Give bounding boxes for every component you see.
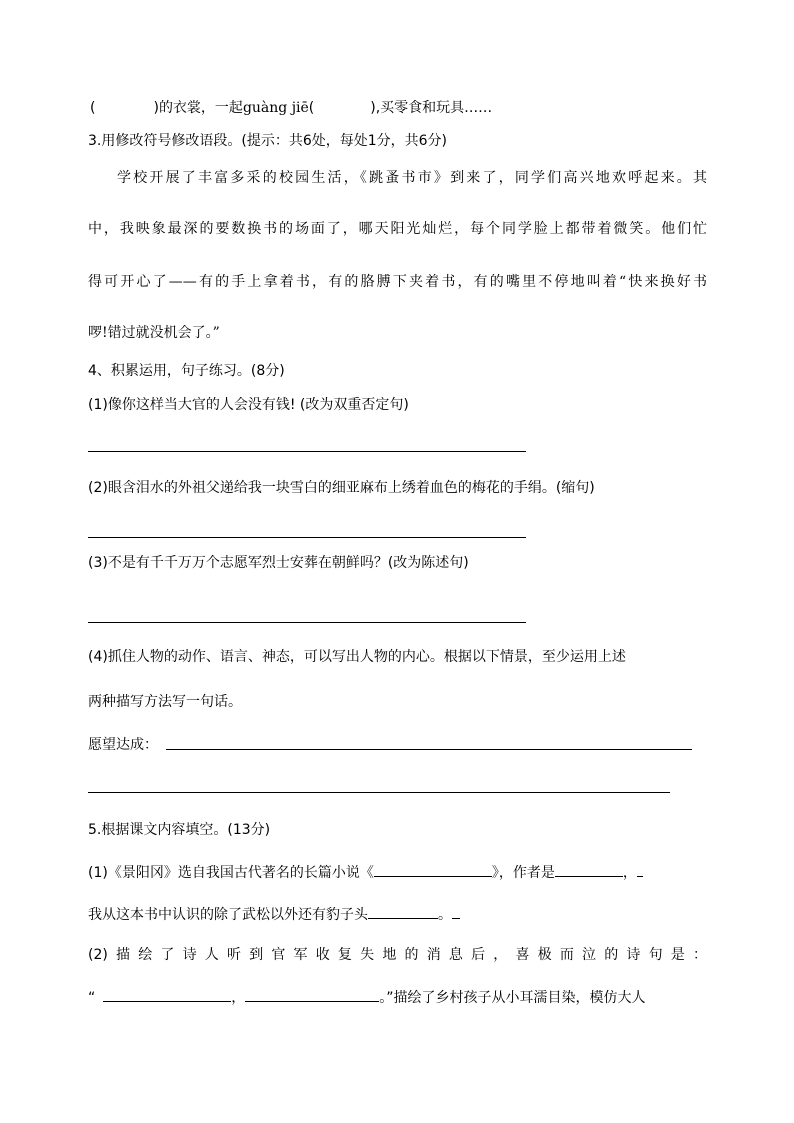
q4-sentence-2: (2)眼含泪水的外祖父递给我一块雪白的细亚麻布上绣着血色的梅花的手绢。(缩句)	[88, 480, 595, 496]
wish-label: 愿望达成：	[88, 737, 158, 753]
open-paren-2: (	[308, 100, 315, 116]
q5-title: 5.根据课文内容填空。(13分)	[88, 822, 271, 838]
open-paren: (	[90, 100, 96, 116]
novel-title-blank[interactable]	[374, 862, 492, 877]
answer-line-3[interactable]	[88, 622, 526, 623]
q5-p1b-text-1: 我从这本书中认识的除了武松以外还有豹子头	[88, 907, 368, 923]
poem-line-blank-1[interactable]	[103, 987, 231, 1002]
answer-line-2[interactable]	[88, 537, 526, 538]
q5-p1b-text-2: 。	[438, 907, 452, 923]
author-blank-tail[interactable]	[637, 862, 643, 877]
q4-sentence-1: (1)像你这样当大官的人会没有钱! (改为双重否定句)	[88, 397, 409, 413]
line1-text2: ,买零食和玩具……	[375, 100, 493, 116]
q4-sentence-4b: 两种描写方法写一句话。	[88, 694, 242, 710]
q4-sentence-4a: (4)抓住人物的动作、语言、神态，可以写出人物的内心。根据以下情景，至少运用上述	[88, 649, 626, 665]
q5-p2-line-a: (2)描绘了诗人听到官军收复失地的消息后，喜极而泣的诗句是：	[88, 947, 707, 963]
q4-sentence-3: (3)不是有千千万万个志愿军烈士安葬在朝鲜吗？(改为陈述句)	[88, 555, 469, 571]
q4-title: 4、积累运用，句子练习。(8分)	[88, 363, 285, 379]
q3-para-line-1: 学校开展了丰富多采的校园生活，《跳蚤书市》到来了，同学们高兴地欢呼起来。其	[117, 170, 707, 186]
q5-p2b-comma: ，	[231, 990, 246, 1006]
pinyin-text: guàng jiē	[242, 100, 309, 116]
wish-answer-line-2[interactable]	[88, 792, 670, 793]
q5-p1-line-b	[88, 904, 460, 924]
q3-para-line-2: 中，我映象最深的要数换书的场面了，哪天阳光灿烂，每个同学脸上都带着微笑。他们忙	[88, 221, 707, 237]
q3-para-line-4: 啰!错过就没机会了。”	[88, 325, 220, 341]
close-paren: )	[153, 100, 159, 116]
poem-line-blank-2[interactable]	[245, 987, 379, 1002]
q5-p2b-text: 。”描绘了乡村孩子从小耳濡目染，模仿大人	[379, 990, 646, 1006]
line1-text1: 的衣裳，一起	[158, 100, 243, 116]
leopard-head-blank[interactable]	[368, 904, 438, 919]
author-blank[interactable]	[555, 862, 623, 877]
answer-line-1[interactable]	[88, 451, 526, 452]
line-clothes-shopping	[90, 99, 492, 117]
wish-answer-line-1[interactable]	[166, 749, 692, 750]
q3-para-line-3: 得可开心了——有的手上拿着书，有的胳膊下夹着书，有的嘴里不停地叫着“快来换好书	[88, 274, 707, 290]
q5-p1-line-a	[88, 862, 643, 882]
q5-p1a-text-3: ，	[622, 865, 637, 881]
q5-p2b-open-quote: “	[88, 990, 96, 1006]
leopard-head-blank-tail[interactable]	[452, 904, 460, 919]
q5-p2-line-b	[88, 987, 646, 1007]
q3-title: 3.用修改符号修改语段。(提示：共6处，每处1分，共6分)	[88, 133, 448, 149]
q5-p1a-text-1: (1)《景阳冈》选自我国古代著名的长篇小说《	[88, 865, 374, 881]
close-paren-2: )	[370, 100, 376, 116]
q5-p1a-text-2: 》，作者是	[491, 865, 555, 881]
